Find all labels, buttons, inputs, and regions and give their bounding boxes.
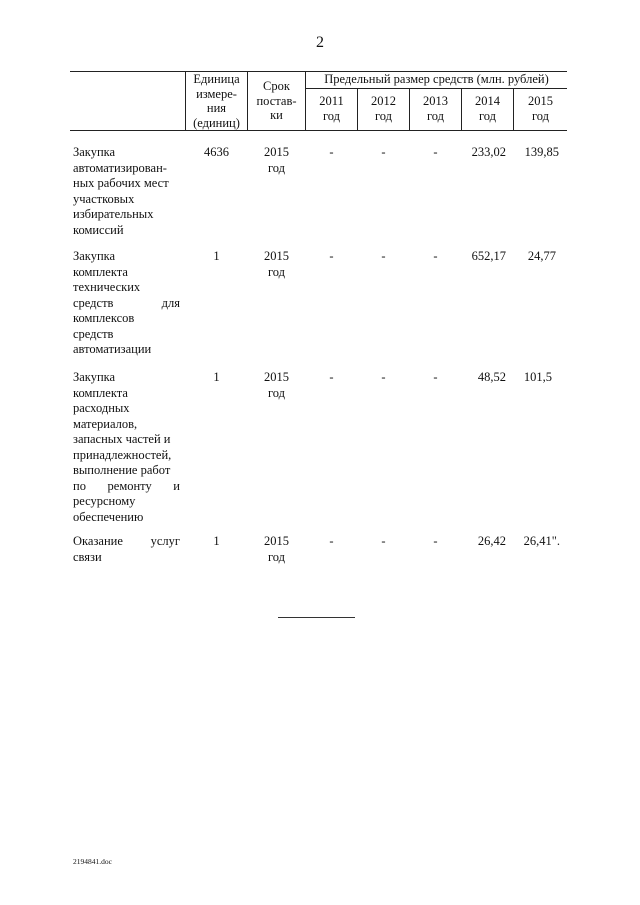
header-unit-line: (единиц) — [193, 115, 240, 130]
name-line: Закупка — [73, 370, 116, 384]
header-bottom-rule — [70, 130, 567, 131]
name-line: по ремонту и — [73, 478, 180, 493]
row-unit: 1 — [213, 370, 220, 384]
year-label: 2011 — [319, 94, 344, 108]
header-unit-line: измере- — [196, 86, 237, 101]
name-line: избирательных — [73, 207, 154, 221]
row-value-2013: - — [433, 145, 438, 159]
name-line: Оказание услуг — [73, 534, 180, 548]
year-label: 2015 — [528, 94, 553, 108]
name-line: средств — [73, 326, 114, 341]
header-term — [248, 79, 305, 123]
name-line: комиссий — [73, 222, 124, 237]
row-value-2012: - — [381, 145, 386, 159]
row-value-2012: - — [381, 534, 386, 548]
name-line: расходных — [73, 401, 130, 415]
year-label: 2013 — [423, 94, 448, 108]
header-unit — [186, 72, 247, 130]
row-value-2012: - — [381, 249, 386, 263]
row-term — [248, 534, 305, 565]
term-suffix: год — [267, 264, 286, 279]
name-line: ных рабочих мест — [73, 176, 169, 190]
row-value-2011: - — [329, 534, 334, 548]
name-line: запасных частей и — [73, 432, 171, 446]
row-value-2014: 26,42 — [477, 534, 506, 548]
year-suffix: год — [426, 108, 445, 123]
row-value-2015: 26,41". — [523, 534, 560, 548]
term-suffix: год — [267, 160, 286, 175]
row-value-2013: - — [433, 249, 438, 263]
row-term — [248, 145, 305, 176]
name-line: участковых — [73, 191, 135, 206]
row-value-2015: 24,77 — [527, 249, 556, 263]
name-line: выполнение работ — [73, 463, 171, 477]
row-value-2014: 233,02 — [471, 145, 506, 159]
row-unit: 1 — [213, 534, 220, 548]
year-label: 2012 — [371, 94, 396, 108]
header-year-2014 — [462, 94, 513, 123]
footer-filename: 2194841.doc — [73, 857, 112, 866]
name-line: Закупка — [73, 145, 116, 159]
row-unit: 1 — [213, 249, 220, 263]
term-suffix: год — [267, 385, 286, 400]
header-year-2015 — [514, 94, 567, 123]
row-value-2013: - — [433, 534, 438, 548]
table-row-name — [73, 145, 180, 238]
name-line: Закупка — [73, 249, 116, 263]
row-value-2011: - — [329, 249, 334, 263]
row-unit: 4636 — [204, 145, 229, 159]
row-value-2015: 139,85 — [524, 145, 559, 159]
name-line: принадлежностей, — [73, 447, 172, 462]
header-term-line: Срок — [263, 79, 290, 93]
term-year: 2015 — [264, 249, 289, 263]
header-year-2013 — [410, 94, 461, 123]
name-line: автоматизирован- — [73, 160, 167, 175]
row-value-2012: - — [381, 370, 386, 384]
year-suffix: год — [322, 108, 341, 123]
row-value-2015: 101,5 — [523, 370, 552, 384]
year-label: 2014 — [475, 94, 500, 108]
name-line: комплекта — [73, 385, 128, 400]
name-line: комплекта — [73, 264, 128, 279]
name-line: связи — [73, 549, 102, 564]
year-suffix: год — [478, 108, 497, 123]
name-line: средств для — [73, 295, 180, 310]
header-year-2011 — [306, 94, 357, 123]
row-value-2011: - — [329, 370, 334, 384]
name-line: ресурсному — [73, 494, 136, 508]
row-term — [248, 370, 305, 401]
term-suffix: год — [267, 549, 286, 564]
year-suffix: год — [531, 108, 550, 123]
row-value-2013: - — [433, 370, 438, 384]
name-line: автоматизации — [73, 342, 152, 356]
row-value-2011: - — [329, 145, 334, 159]
end-of-document-rule — [278, 617, 355, 618]
name-line: обеспечению — [73, 509, 144, 524]
header-term-line: ки — [270, 108, 283, 122]
table-row-name — [73, 249, 180, 358]
row-value-2014: 48,52 — [477, 370, 506, 384]
header-unit-line: Единица — [193, 72, 240, 86]
term-year: 2015 — [264, 145, 289, 159]
term-year: 2015 — [264, 534, 289, 548]
years-rule — [305, 88, 567, 89]
row-value-2014: 652,17 — [471, 249, 506, 263]
header-limit-title: Предельный размер средств (млн. рублей) — [324, 72, 549, 86]
name-line: технических — [73, 280, 141, 294]
name-line: комплексов — [73, 311, 135, 325]
row-term — [248, 249, 305, 280]
page-number: 2 — [316, 34, 324, 51]
name-line: материалов, — [73, 416, 138, 431]
header-unit-line: ния — [206, 101, 227, 115]
table-row-name — [73, 534, 180, 565]
header-year-2012 — [358, 94, 409, 123]
table-row-name — [73, 370, 180, 525]
term-year: 2015 — [264, 370, 289, 384]
year-suffix: год — [374, 108, 393, 123]
header-term-line: постав- — [256, 93, 297, 108]
